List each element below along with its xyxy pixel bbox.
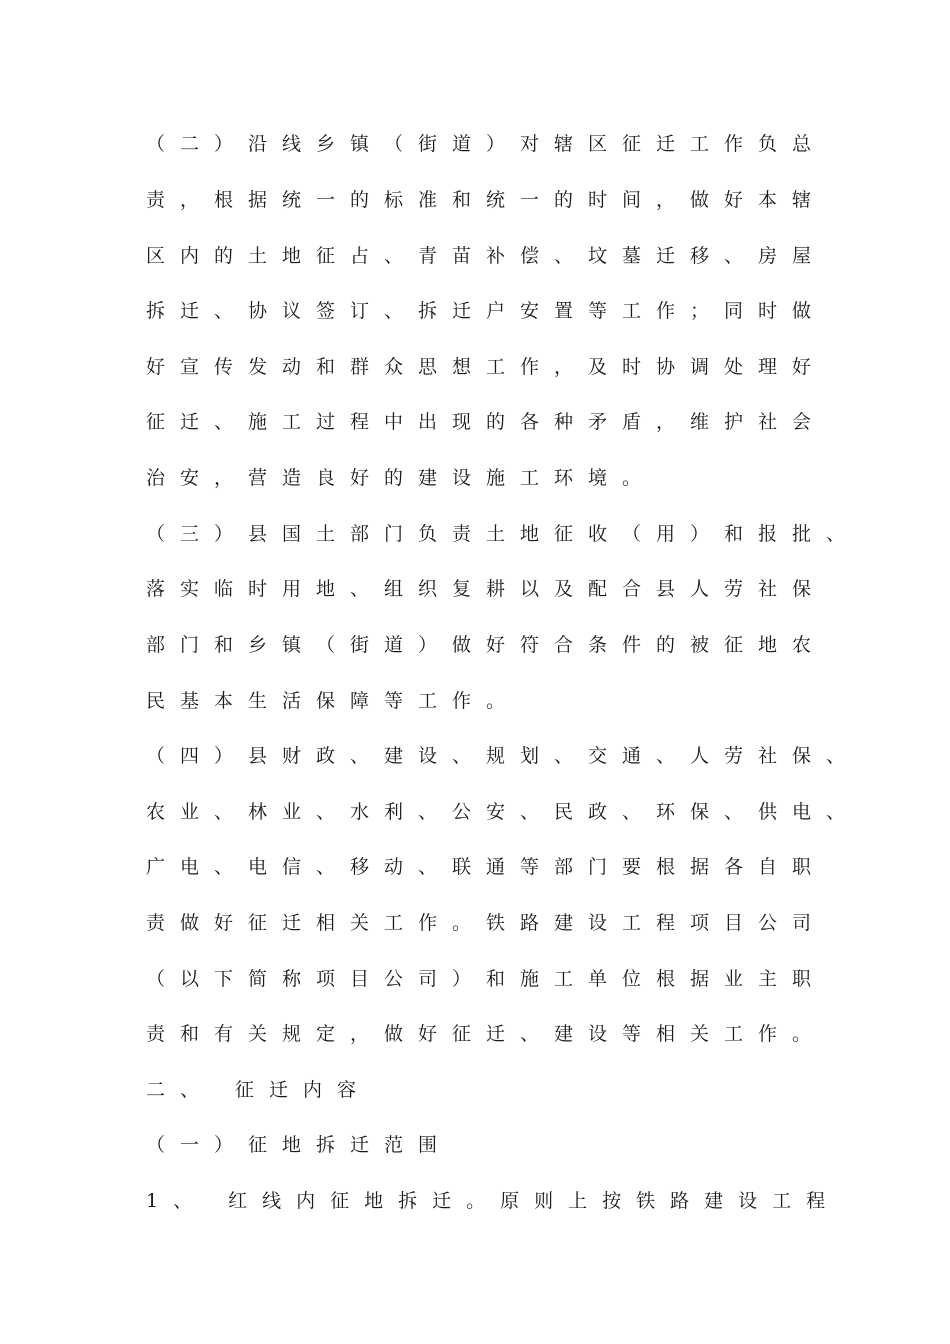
text-line: （四）县财政、建设、规划、交通、人劳社保、 [146, 745, 861, 767]
text-line: 区内的土地征占、青苗补偿、坟墓迁移、房屋 [146, 245, 827, 267]
text-line: 广电、电信、移动、联通等部门要根据各自职 [146, 856, 827, 878]
text-line: 1、 红线内征地拆迁。原则上按铁路建设工程 [146, 1190, 841, 1212]
text-line: 部门和乡镇（街道）做好符合条件的被征地农 [146, 634, 827, 656]
text-line: 责，根据统一的标准和统一的时间，做好本辖 [146, 189, 827, 211]
text-line: 责做好征迁相关工作。铁路建设工程项目公司 [146, 912, 827, 934]
text-line: 征迁、施工过程中出现的各种矛盾，维护社会 [146, 411, 827, 433]
subsection-heading: （一）征地拆迁范围 [146, 1134, 453, 1156]
text-line: （二）沿线乡镇（街道）对辖区征迁工作负总 [146, 133, 827, 155]
section-heading: 二、 征迁内容 [146, 1079, 372, 1101]
text-line: 责和有关规定，做好征迁、建设等相关工作。 [146, 1023, 827, 1045]
text-line: 落实临时用地、组织复耕以及配合县人劳社保 [146, 578, 827, 600]
text-line: （以下简称项目公司）和施工单位根据业主职 [146, 968, 827, 990]
text-line: （三）县国土部门负责土地征收（用）和报批、 [146, 523, 861, 545]
text-line: 民基本生活保障等工作。 [146, 690, 521, 712]
text-line: 拆迁、协议签订、拆迁户安置等工作；同时做 [146, 300, 827, 322]
text-line: 好宣传发动和群众思想工作，及时协调处理好 [146, 356, 827, 378]
text-line: 治安，营造良好的建设施工环境。 [146, 467, 657, 489]
text-line: 农业、林业、水利、公安、民政、环保、供电、 [146, 801, 861, 823]
